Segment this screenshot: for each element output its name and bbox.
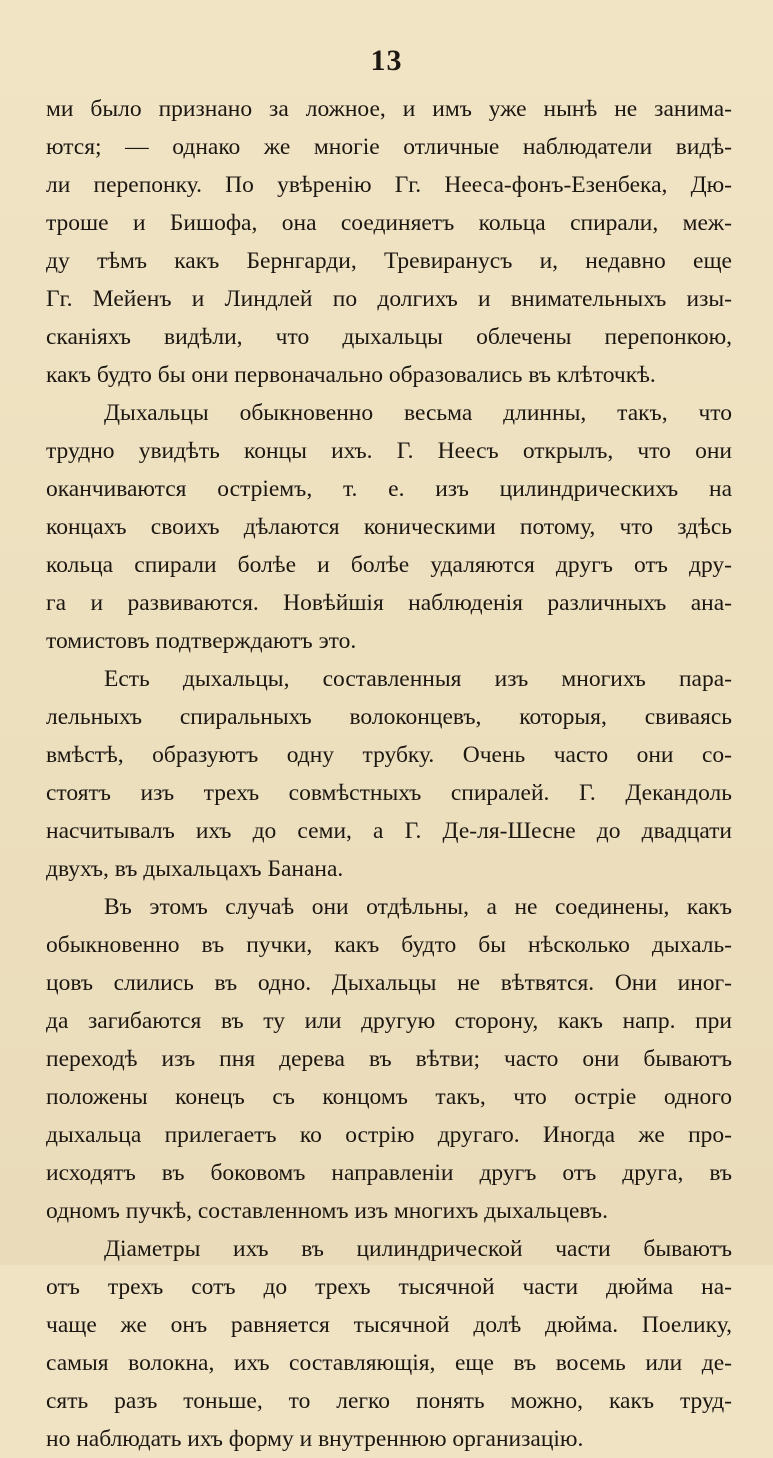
- paragraph-start-line: Есть дыхальцы, составленныя изъ многихъ пара-: [104, 666, 732, 692]
- text-line: двухъ, въ дыхальцахъ Банана.: [46, 856, 344, 882]
- text-line: обыкновенно въ пучки, какъ будто бы нѣсколько дыхаль-: [46, 932, 732, 958]
- text-line: оканчиваются остріемъ, т. е. изъ цилиндрическихъ на: [46, 476, 732, 502]
- text-line: дыхальца прилегаетъ ко острію другаго. Иногда же про-: [46, 1122, 732, 1148]
- text-line: трудно увидѣть концы ихъ. Г. Неесъ открылъ, что они: [46, 438, 732, 464]
- text-line: томистовъ подтверждаютъ это.: [46, 628, 357, 654]
- text-line: ли перепонку. По увѣренію Гг. Нееса-фонъ-Езенбека, Дю-: [46, 172, 732, 198]
- text-line: переходѣ изъ пня дерева въ вѣтви; часто они бываютъ: [46, 1046, 732, 1072]
- text-line: положены конецъ съ концомъ такъ, что остріе одного: [46, 1084, 732, 1110]
- text-line: насчитывалъ ихъ до семи, а Г. Де-ля-Шесне до двадцати: [46, 818, 732, 844]
- text-line: цовъ слились въ одно. Дыхальцы не вѣтвятся. Они иног-: [46, 970, 732, 996]
- text-line: лельныхъ спиральныхъ волоконцевъ, которыя, свиваясь: [46, 704, 732, 730]
- page-number: 13: [370, 44, 403, 77]
- text-line: какъ будто бы они первоначально образовались въ клѣточкѣ.: [46, 362, 656, 388]
- text-line: кольца спирали болѣе и болѣе удаляются другъ отъ дру-: [46, 552, 732, 578]
- text-line: стоятъ изъ трехъ совмѣстныхъ спиралей. Г. Декандоль: [46, 780, 732, 806]
- text-line: концахъ своихъ дѣлаются коническими потому, что здѣсь: [46, 514, 732, 540]
- text-line: одномъ пучкѣ, составленномъ изъ многихъ дыхальцевъ.: [46, 1198, 608, 1224]
- text-line: ми было признано за ложное, и имъ уже нынѣ не занима-: [46, 96, 732, 122]
- text-line: отъ трехъ сотъ до трехъ тысячной части дюйма на-: [46, 1274, 732, 1300]
- body-text: [46, 90, 732, 1458]
- text-line: Гг. Мейенъ и Линдлей по долгихъ и внимательныхъ изы-: [46, 286, 732, 312]
- text-line: га и развиваются. Новѣйшія наблюденія различныхъ ана-: [46, 590, 732, 616]
- text-line: сять разъ тоньше, то легко понять можно, какъ труд-: [46, 1388, 732, 1414]
- text-line: чаще же онъ равняется тысячной долѣ дюйма. Поелику,: [46, 1312, 732, 1338]
- text-line: сканіяхъ видѣли, что дыхальцы облечены перепонкою,: [46, 324, 732, 350]
- text-line: исходятъ въ боковомъ направленіи другъ отъ друга, въ: [46, 1160, 732, 1186]
- paragraph-start-line: Діаметры ихъ въ цилиндрической части бываютъ: [104, 1236, 732, 1262]
- text-line: ду тѣмъ какъ Бернгарди, Тревиранусъ и, недавно еще: [46, 248, 732, 274]
- paragraph-start-line: Дыхальцы обыкновенно весьма длинны, такъ, что: [104, 400, 732, 426]
- text-line: троше и Бишофа, она соединяетъ кольца спирали, меж-: [46, 210, 732, 236]
- paragraph-start-line: Въ этомъ случаѣ они отдѣльны, а не соединены, какъ: [104, 894, 732, 920]
- text-line: вмѣстѣ, образуютъ одну трубку. Очень часто они со-: [46, 742, 732, 768]
- text-line: но наблюдать ихъ форму и внутреннюю организацію.: [46, 1426, 584, 1452]
- text-line: самыя волокна, ихъ составляющія, еще въ восемь или де-: [46, 1350, 732, 1376]
- text-line: да загибаются въ ту или другую сторону, какъ напр. при: [46, 1008, 732, 1034]
- text-line: ются; — однако же многіе отличные наблюдатели видѣ-: [46, 134, 732, 160]
